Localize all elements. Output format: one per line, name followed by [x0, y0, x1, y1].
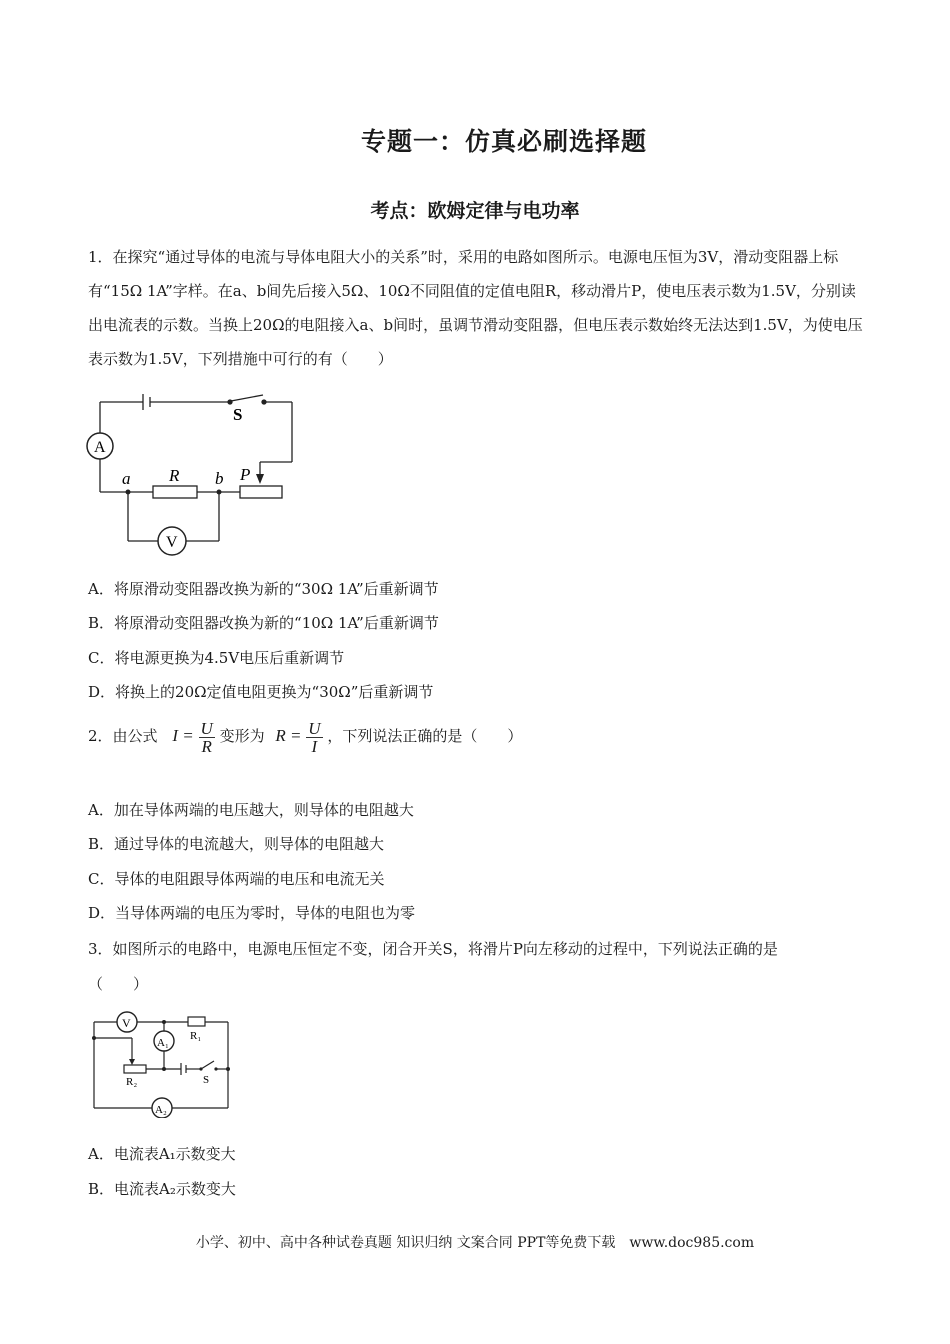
circuit-diagram-1	[80, 388, 300, 558]
switch-label: S	[203, 1074, 210, 1086]
r1-label: R₁	[190, 1030, 202, 1042]
q1-option-d: D．将换上的20Ω定值电阻更换为“30Ω”后重新调节	[88, 683, 434, 701]
question-1-stem: 1．在探究“通过导体的电流与导体电阻大小的关系”时，采用的电路如图所示。电源电压恒为3V，滑动变阻器上标有“15Ω 1A”字样。在a、b间先后接入5Ω、10Ω不同阻值的定值电阻R，移动滑片P，使电压表示数为1.5V，分别读出电流表的示数。当换上20Ω的电阻接入a、b间时，虽调节滑动变阻器，但电压表示数始终无法达到1.5V，为使电压表示数为1.5V，下列措施中可行的有（ ）	[88, 248, 863, 368]
q2-option-b: B．通过导体的电流越大，则导体的电阻越大	[88, 835, 385, 853]
r2-label: R₂	[126, 1076, 138, 1088]
question-3-stem-line1: 3．如图所示的电路中，电源电压恒定不变，闭合开关S，将滑片P向左移动的过程中，下列说法正确的是	[88, 940, 778, 958]
question-2-stem	[88, 714, 522, 758]
q1-option-c: C．将电源更换为4.5V电压后重新调节	[88, 649, 345, 667]
q2-middle: 变形为	[219, 727, 265, 745]
q2-option-a: A．加在导体两端的电压越大，则导体的电阻越大	[88, 801, 414, 819]
q1-option-b: B．将原滑动变阻器改换为新的“10Ω 1A”后重新调节	[88, 614, 439, 632]
formula-1-numerator: U	[200, 718, 213, 738]
point-a-label: a	[122, 469, 131, 488]
question-3-stem-line2: （ ）	[88, 975, 149, 993]
formula-2-lhs: R =	[275, 726, 302, 745]
voltmeter-label: V	[166, 534, 178, 551]
formula-1-fraction	[199, 720, 215, 755]
q2-suffix: ，下列说法正确的是（ ）	[327, 727, 523, 745]
ammeter-1-label: A₁	[157, 1037, 169, 1049]
q1-option-a: A．将原滑动变阻器改换为新的“30Ω 1A”后重新调节	[88, 580, 439, 598]
ammeter-label: A	[94, 439, 106, 456]
voltmeter-label: V	[122, 1016, 131, 1030]
q2-prefix: 2．由公式	[88, 727, 158, 745]
page-title: 专题一：仿真必刷选择题	[360, 127, 647, 156]
resistor-label: R	[169, 466, 180, 485]
switch-label: S	[233, 405, 243, 424]
page-footer: 小学、初中、高中各种试卷真题 知识归纳 文案合同 PPT等免费下载 www.doc985.com	[195, 1235, 755, 1251]
q2-option-c: C．导体的电阻跟导体两端的电压和电流无关	[88, 870, 385, 888]
q2-option-d: D．当导体两端的电压为零时，导体的电阻也为零	[88, 904, 416, 922]
slider-label: P	[240, 465, 251, 484]
ammeter-2-label: A₂	[155, 1104, 167, 1116]
formula-2-numerator: U	[308, 718, 321, 738]
point-b-label: b	[215, 469, 224, 488]
formula-2-fraction	[306, 720, 322, 755]
q3-option-a: A．电流表A₁示数变大	[88, 1145, 236, 1163]
q3-option-b: B．电流表A₂示数变大	[88, 1180, 236, 1198]
formula-1-lhs: I =	[172, 726, 194, 745]
circuit-diagram-3	[86, 1008, 236, 1118]
formula-2-denominator: I	[311, 736, 318, 756]
section-title: 考点：欧姆定律与电功率	[370, 200, 580, 222]
formula-1-denominator: R	[201, 736, 212, 756]
